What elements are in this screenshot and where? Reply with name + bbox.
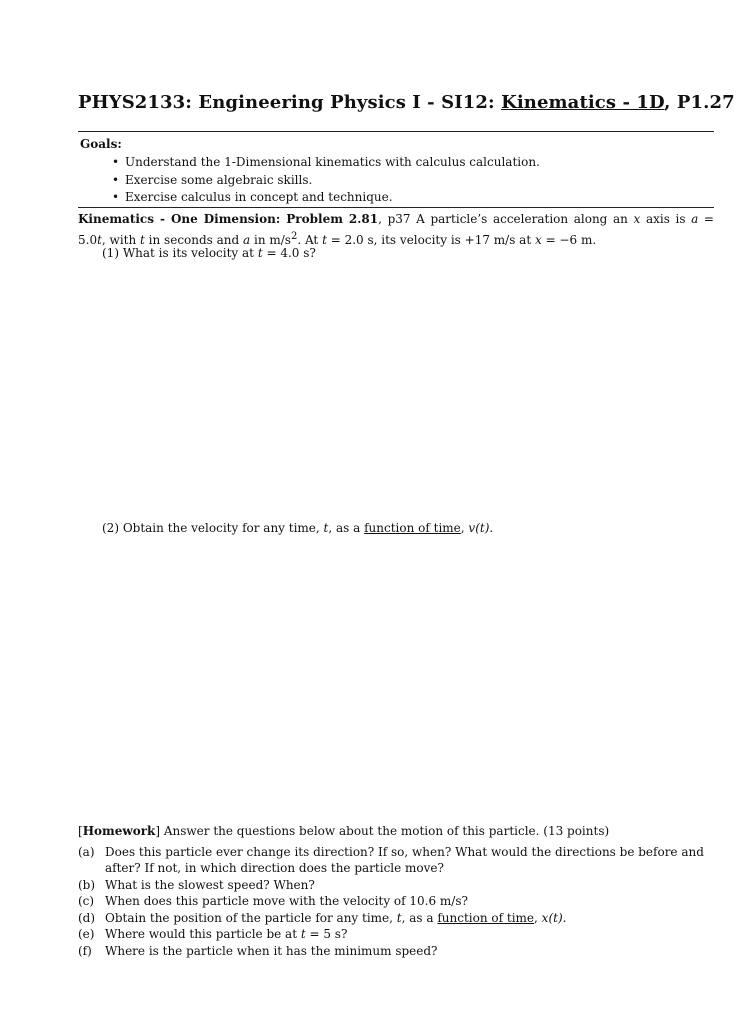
- item-text: When does this particle move with the velocity of 10.6 m/s?: [105, 894, 468, 908]
- math-var: t: [396, 910, 402, 925]
- problem-text: , with: [101, 233, 141, 247]
- item-text: Does this particle ever change its direction? If so, when? What would the directions be before and after? If not, in which direction does the particle move?: [105, 845, 704, 875]
- header-divider: [78, 131, 714, 132]
- problem-text: = 2.0 s, its velocity is +17 m/s at: [326, 233, 535, 247]
- bracket: ]: [155, 824, 161, 838]
- goal-item: • Exercise calculus in concept and technique.: [112, 189, 540, 207]
- problem-text: = 5.0: [78, 212, 714, 247]
- math-var: x: [541, 910, 549, 925]
- homework-item: [78, 844, 716, 876]
- item-label: (c): [78, 894, 95, 908]
- homework-item: [78, 926, 716, 942]
- math-var: t: [257, 246, 263, 260]
- math-var: v: [468, 521, 476, 535]
- problem-heading: Kinematics - One Dimension: Problem 2.81: [78, 212, 379, 226]
- item-text: ,: [534, 910, 542, 925]
- goals-label: Goals:: [80, 137, 122, 151]
- problem-text: axis is: [640, 212, 692, 226]
- item-text: Obtain the position of the particle for any time,: [105, 910, 397, 925]
- title-suffix: , P1.27: [664, 92, 735, 113]
- math-var: x: [633, 212, 641, 226]
- question-text: ,: [460, 521, 469, 535]
- title-topic: Kinematics - 1D: [501, 92, 665, 113]
- title-prefix: PHYS2133: Engineering Physics I - SI12:: [78, 92, 502, 113]
- math-var: t: [300, 927, 306, 941]
- problem-text: . At: [297, 233, 323, 247]
- item-label: (b): [78, 877, 96, 892]
- math-var: t: [322, 233, 327, 247]
- goal-item: • Exercise some algebraic skills.: [112, 172, 540, 190]
- question-1: [102, 246, 316, 260]
- problem-text: in m/s: [250, 233, 291, 247]
- homework-list: [78, 844, 716, 959]
- math-var: x: [534, 233, 542, 247]
- math-var: t: [97, 233, 102, 247]
- homework-intro-text: Answer the questions below about the motion of this particle. (13 points): [160, 824, 610, 838]
- problem-text: , p37 A particle’s acceleration along an: [378, 212, 634, 226]
- math-arg: (t): [475, 521, 490, 535]
- bracket: [: [78, 824, 83, 838]
- question-text: (1) What is its velocity at: [102, 246, 258, 260]
- question-text: , as a: [328, 521, 365, 535]
- homework-item: [78, 910, 716, 926]
- item-text: Where would this particle be at: [105, 927, 301, 941]
- question-text: (2) Obtain the velocity for any time,: [102, 521, 324, 535]
- item-text: Where is the particle when it has the minimum speed?: [105, 943, 438, 958]
- goal-item: • Understand the 1-Dimensional kinematics with calculus calculation.: [112, 154, 540, 172]
- item-label: (f): [78, 943, 92, 958]
- item-text: What is the slowest speed? When?: [105, 877, 315, 892]
- question-text: .: [489, 521, 494, 535]
- math-var: a: [691, 212, 699, 226]
- underlined-term: function of time: [364, 521, 461, 535]
- item-label: (d): [78, 910, 96, 925]
- homework-item: [78, 943, 716, 959]
- math-var: t: [140, 233, 145, 247]
- item-text: .: [562, 910, 567, 925]
- math-arg: (t): [548, 910, 563, 925]
- homework-item: [78, 893, 716, 909]
- question-2: [102, 521, 493, 535]
- homework-label: Homework: [82, 824, 156, 838]
- item-label: (a): [78, 845, 95, 859]
- homework-item: [78, 877, 716, 893]
- item-text: , as a: [401, 910, 438, 925]
- math-var: t: [323, 521, 329, 535]
- problem-text: in seconds and: [144, 233, 244, 247]
- underlined-term: function of time: [437, 910, 535, 925]
- superscript: 2: [290, 231, 298, 242]
- item-text: = 5 s?: [305, 927, 348, 941]
- item-label: (e): [78, 927, 95, 941]
- page-title: [78, 92, 735, 113]
- goals-divider: [78, 207, 714, 208]
- question-text: = 4.0 s?: [262, 246, 316, 260]
- problem-statement: [78, 210, 714, 249]
- goals-list: [112, 154, 540, 207]
- homework-intro: [78, 824, 609, 838]
- problem-text: = −6 m.: [541, 233, 597, 247]
- math-var: a: [243, 233, 251, 247]
